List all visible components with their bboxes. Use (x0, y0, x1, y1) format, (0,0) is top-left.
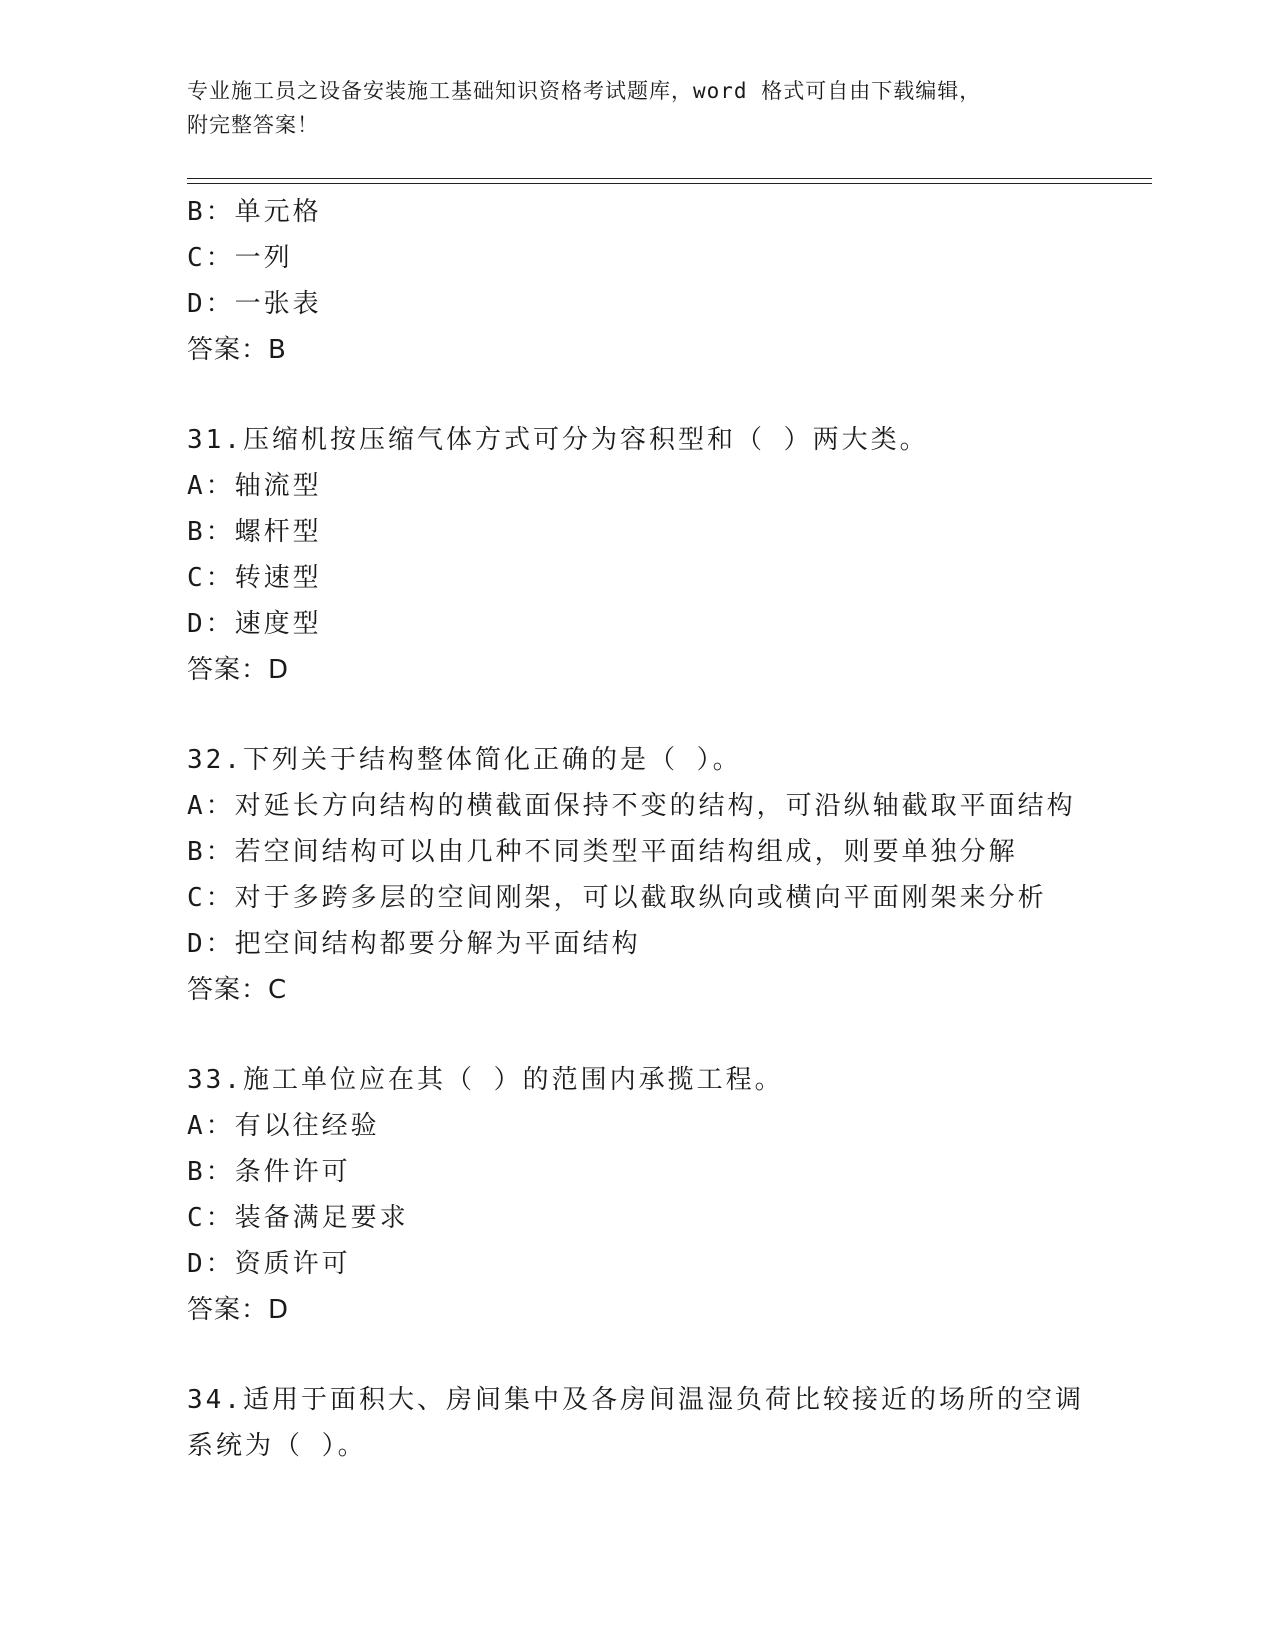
option-b: B：若空间结构可以由几种不同类型平面结构组成，则要单独分解 (187, 837, 1018, 867)
option-c: C：对于多跨多层的空间刚架，可以截取纵向或横向平面刚架来分析 (187, 883, 1047, 913)
option-d: D：资质许可 (187, 1249, 351, 1279)
spacer (187, 1013, 1152, 1057)
document-header (187, 74, 1087, 142)
question-30-continued (187, 189, 1152, 373)
header-title-line1: 专业施工员之设备安装施工基础知识资格考试题库，word 格式可自由下载编辑， (187, 79, 982, 103)
option-a: A：对延长方向结构的横截面保持不变的结构，可沿纵轴截取平面结构 (187, 791, 1076, 821)
question-32 (187, 737, 1152, 1013)
question-list (187, 189, 1152, 1469)
question-stem: 31.压缩机按压缩气体方式可分为容积型和（ ）两大类。 (187, 425, 929, 455)
header-title-line2: 附完整答案！ (187, 113, 319, 137)
header-divider-top (187, 178, 1152, 179)
option-b: B：条件许可 (187, 1157, 351, 1187)
option-b: B：螺杆型 (187, 517, 322, 547)
answer-line: 答案：C (187, 975, 288, 1005)
option-c: C：转速型 (187, 563, 322, 593)
option-a: A：有以往经验 (187, 1111, 380, 1141)
question-stem-line2: 系统为（ ）。 (187, 1431, 367, 1461)
option-a: A：轴流型 (187, 471, 322, 501)
header-divider-bottom (187, 183, 1152, 184)
option-c: C：装备满足要求 (187, 1203, 409, 1233)
answer-line: 答案：D (187, 1295, 290, 1325)
option-d: D：把空间结构都要分解为平面结构 (187, 929, 641, 959)
spacer (187, 373, 1152, 417)
question-stem: 32.下列关于结构整体简化正确的是（ ）。 (187, 745, 742, 775)
spacer (187, 1333, 1152, 1377)
question-34 (187, 1377, 1152, 1469)
option-d: D：一张表 (187, 289, 322, 319)
spacer (187, 693, 1152, 737)
question-stem: 33.施工单位应在其（ ）的范围内承揽工程。 (187, 1065, 784, 1095)
option-c: C：一列 (187, 243, 293, 273)
question-31 (187, 417, 1152, 693)
option-d: D：速度型 (187, 609, 322, 639)
option-b: B：单元格 (187, 197, 322, 227)
question-33 (187, 1057, 1152, 1333)
answer-line: 答案：B (187, 335, 287, 365)
answer-line: 答案：D (187, 655, 290, 685)
question-stem-line1: 34.适用于面积大、房间集中及各房间温湿负荷比较接近的场所的空调 (187, 1385, 1084, 1415)
